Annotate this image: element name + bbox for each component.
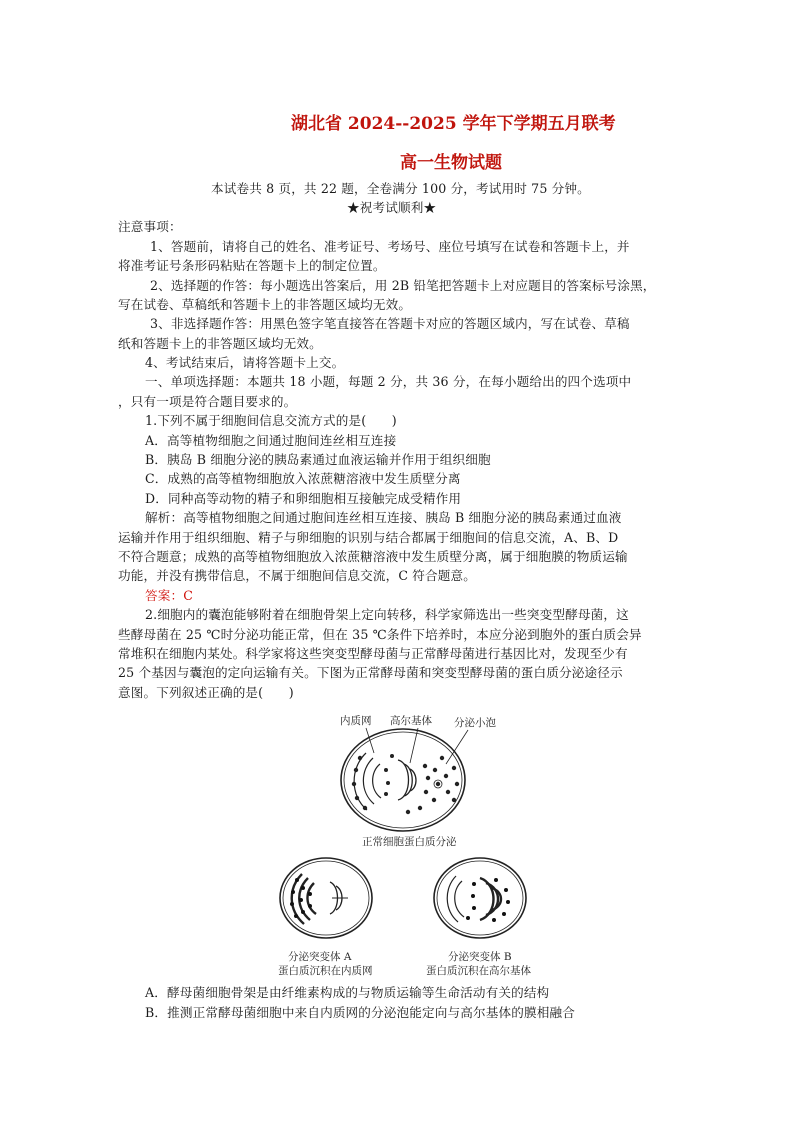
label-er: 内质网 [340,715,372,727]
q1-option-a: A．高等植物细胞之间通过胞间连丝相互连接 [145,433,397,448]
q2-option-a: A．酵母菌细胞骨架是由纤维素构成的与物质运输等生命活动有关的结构 [145,985,550,1000]
q1-option-b: B．胰岛 B 细胞分泌的胰岛素通过血液运输并作用于组织细胞 [145,452,491,467]
note-2-line-2: 写在试卷、草稿纸和答题卡上的非答题区域均无效。 [118,297,412,312]
q2-stem-line-5: 意图。下列叙述正确的是( ) [118,685,294,700]
label-golgi: 高尔基体 [390,715,432,727]
exam-wish: ★祝考试顺利★ [347,200,437,215]
caption-mutant-b-2: 蛋白质沉积在高尔基体 [426,965,531,977]
q1-option-d: D．同种高等动物的精子和卵细胞相互接触完成受精作用 [145,491,462,506]
q2-stem-line-1: 2.细胞内的囊泡能够附着在细胞骨架上定向转移，科学家筛选出一些突变型酵母菌，这 [145,607,629,622]
q1-explanation-line-4: 功能，并没有携带信息，不属于细胞间信息交流，C 符合题意。 [118,568,477,583]
secretion-figure [270,708,570,978]
label-vesicle: 分泌小泡 [454,717,496,729]
notes-heading: 注意事项： [118,219,182,234]
q2-stem-line-3: 常堆积在细胞内某处。科学家将这些突变型酵母菌与正常酵母菌进行基因比对，发现至少有 [118,646,628,661]
q2-stem-line-4: 25 个基因与囊泡的定向运输有关。下图为正常酵母菌和突变型酵母菌的蛋白质分泌途径示 [118,665,623,680]
section-intro-line-1: 一、单项选择题：本题共 18 小题，每题 2 分，共 36 分，在每小题给出的四个选项中 [145,374,632,389]
section-intro-line-2: ，只有一项是符合题目要求的。 [118,394,297,409]
caption-normal: 正常细胞蛋白质分泌 [362,836,457,848]
caption-mutant-a-2: 蛋白质沉积在内质网 [278,965,373,977]
q2-stem-line-2: 些酵母菌在 25 ℃时分泌功能正常，但在 35 ℃条件下培养时，本应分泌到胞外的蛋白质会异 [118,627,642,642]
exam-info: 本试卷共 8 页，共 22 题，全卷满分 100 分，考试用时 75 分钟。 [211,181,590,196]
mutant-b-diagram [426,858,531,977]
q1-stem: 1.下列不属于细胞间信息交流方式的是( ) [145,413,397,428]
mutant-a-diagram [278,858,373,977]
q1-option-c: C．成熟的高等植物细胞放入浓蔗糖溶液中发生质壁分离 [145,471,461,486]
caption-mutant-b-1: 分泌突变体 B [448,951,512,963]
note-3-line-1: 3、非选择题作答：用黑色签字笔直接答在答题卡对应的答题区域内，写在试卷、草稿 [150,316,630,331]
note-1-line-1: 1、答题前，请将自己的姓名、准考证号、考场号、座位号填写在试卷和答题卡上，并 [150,239,630,254]
note-1-line-2: 将准考证号条形码粘贴在答题卡上的制定位置。 [118,258,386,273]
q1-explanation-line-3: 不符合题意；成熟的高等植物细胞放入浓蔗糖溶液中发生质壁分离，属于细胞膜的物质运输 [118,549,628,564]
note-2-line-1: 2、选择题的作答：每小题选出答案后，用 2B 铅笔把答题卡上对应题目的答案标号涂黑， [150,278,656,293]
q2-option-b: B．推测正常酵母菌细胞中来自内质网的分泌泡能定向与高尔基体的膜相融合 [145,1005,575,1020]
note-3-line-2: 纸和答题卡上的非答题区域均无效。 [118,336,322,351]
exam-subtitle: 高一生物试题 [400,153,502,173]
exam-title: 湖北省 2024--2025 学年下学期五月联考 [291,114,616,134]
q1-explanation-line-1: 解析：高等植物细胞之间通过胞间连丝相互连接、胰岛 B 细胞分泌的胰岛素通过血液 [145,510,622,525]
normal-cell-diagram [340,714,496,848]
q1-answer: 答案：C [145,588,194,603]
q1-explanation-line-2: 运输并作用于组织细胞、精子与卵细胞的识别与结合都属于细胞间的信息交流，A、B、D [118,530,619,545]
caption-mutant-a-1: 分泌突变体 A [288,951,352,963]
note-4: 4、考试结束后，请将答题卡上交。 [145,355,345,370]
